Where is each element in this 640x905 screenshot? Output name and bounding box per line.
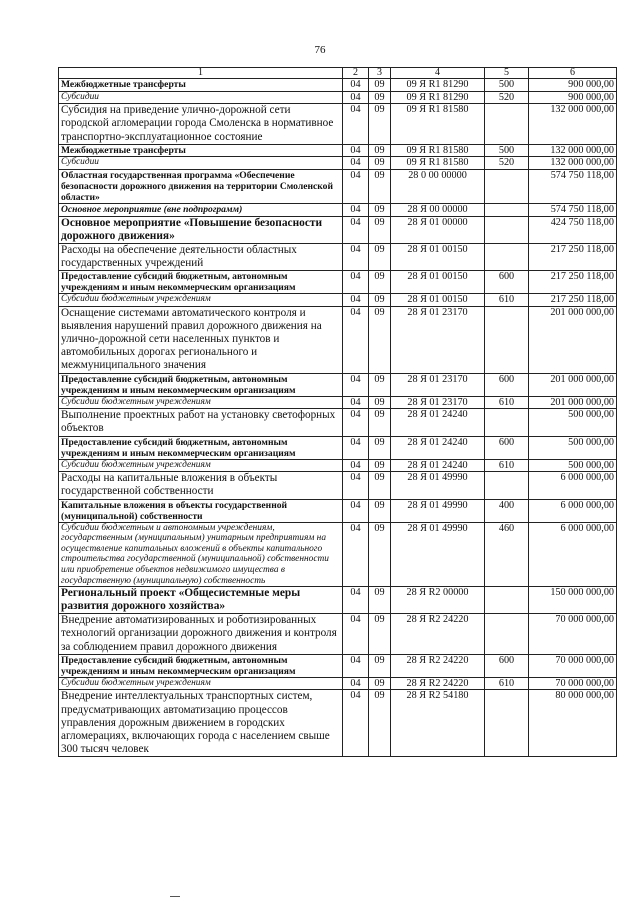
amount-cell: 6 000 000,00	[529, 472, 617, 499]
row-name-cell: Предоставление субсидий бюджетным, автономным учреждениям и иным некоммерческим организациям	[59, 654, 343, 677]
section-code-cell: 04	[343, 169, 369, 203]
row-name-cell: Субсидии	[59, 91, 343, 104]
target-article-cell: 28 Я 01 00150	[391, 293, 485, 306]
target-article-cell: 28 Я R2 24220	[391, 677, 485, 690]
table-row	[59, 169, 617, 203]
table-row	[59, 293, 617, 306]
subsection-code-cell: 09	[369, 169, 391, 203]
amount-cell: 201 000 000,00	[529, 306, 617, 373]
row-name-cell: Основное мероприятие «Повышение безопасности дорожного движения»	[59, 216, 343, 243]
expense-type-cell	[485, 587, 529, 614]
row-name-cell: Выполнение проектных работ на установку светофорных объектов	[59, 409, 343, 436]
row-name-cell: Предоставление субсидий бюджетным, автономным учреждениям и иным некоммерческим организациям	[59, 270, 343, 293]
target-article-cell: 28 Я R2 24220	[391, 654, 485, 677]
section-code-cell: 04	[343, 373, 369, 396]
table-row	[59, 396, 617, 409]
amount-cell: 70 000 000,00	[529, 614, 617, 655]
expense-type-cell: 600	[485, 436, 529, 459]
section-code-cell: 04	[343, 499, 369, 522]
amount-cell: 80 000 000,00	[529, 690, 617, 757]
table-row	[59, 373, 617, 396]
amount-cell: 217 250 118,00	[529, 270, 617, 293]
row-name-cell: Субсидии	[59, 157, 343, 170]
column-header: 6	[529, 68, 617, 79]
expense-type-cell	[485, 243, 529, 270]
subsection-code-cell: 09	[369, 203, 391, 216]
expense-type-cell	[485, 104, 529, 145]
subsection-code-cell: 09	[369, 409, 391, 436]
table-row	[59, 104, 617, 145]
amount-cell: 6 000 000,00	[529, 522, 617, 587]
section-code-cell: 04	[343, 306, 369, 373]
table-row	[59, 690, 617, 757]
amount-cell: 201 000 000,00	[529, 396, 617, 409]
section-code-cell: 04	[343, 79, 369, 92]
amount-cell: 201 000 000,00	[529, 373, 617, 396]
subsection-code-cell: 09	[369, 522, 391, 587]
target-article-cell: 28 Я R2 00000	[391, 587, 485, 614]
row-name-cell: Субсидия на приведение улично-дорожной сети городской агломерации города Смоленска в нормативное транспортно-эксплуатационное состояние	[59, 104, 343, 145]
row-name-cell: Субсидии бюджетным учреждениям	[59, 293, 343, 306]
row-name-cell: Межбюджетные трансферты	[59, 144, 343, 157]
column-header: 4	[391, 68, 485, 79]
section-code-cell: 04	[343, 157, 369, 170]
target-article-cell: 28 Я 01 23170	[391, 306, 485, 373]
subsection-code-cell: 09	[369, 587, 391, 614]
target-article-cell: 28 Я 01 23170	[391, 396, 485, 409]
row-name-cell: Субсидии бюджетным учреждениям	[59, 459, 343, 472]
target-article-cell: 09 Я R1 81290	[391, 91, 485, 104]
amount-cell: 70 000 000,00	[529, 677, 617, 690]
page-number: 76	[314, 44, 326, 56]
expense-type-cell	[485, 216, 529, 243]
subsection-code-cell: 09	[369, 216, 391, 243]
table-header-row	[59, 68, 617, 79]
scan-artifact	[170, 896, 180, 897]
amount-cell: 500 000,00	[529, 459, 617, 472]
target-article-cell: 09 Я R1 81290	[391, 79, 485, 92]
subsection-code-cell: 09	[369, 472, 391, 499]
table-row	[59, 677, 617, 690]
section-code-cell: 04	[343, 104, 369, 145]
section-code-cell: 04	[343, 472, 369, 499]
target-article-cell: 09 Я R1 81580	[391, 144, 485, 157]
amount-cell: 132 000 000,00	[529, 104, 617, 145]
column-header: 3	[369, 68, 391, 79]
table-row	[59, 157, 617, 170]
subsection-code-cell: 09	[369, 690, 391, 757]
expense-type-cell	[485, 306, 529, 373]
table-row	[59, 79, 617, 92]
section-code-cell: 04	[343, 587, 369, 614]
amount-cell: 6 000 000,00	[529, 499, 617, 522]
target-article-cell: 28 Я R2 24220	[391, 614, 485, 655]
target-article-cell: 09 Я R1 81580	[391, 157, 485, 170]
amount-cell: 574 750 118,00	[529, 169, 617, 203]
row-name-cell: Предоставление субсидий бюджетным, автономным учреждениям и иным некоммерческим организациям	[59, 436, 343, 459]
target-article-cell: 28 Я 01 49990	[391, 522, 485, 587]
subsection-code-cell: 09	[369, 373, 391, 396]
section-code-cell: 04	[343, 409, 369, 436]
row-name-cell: Расходы на обеспечение деятельности областных государственных учреждений	[59, 243, 343, 270]
amount-cell: 217 250 118,00	[529, 293, 617, 306]
subsection-code-cell: 09	[369, 270, 391, 293]
section-code-cell: 04	[343, 144, 369, 157]
target-article-cell: 28 0 00 00000	[391, 169, 485, 203]
row-name-cell: Региональный проект «Общесистемные меры развития дорожного хозяйства»	[59, 587, 343, 614]
expense-type-cell: 610	[485, 677, 529, 690]
row-name-cell: Внедрение автоматизированных и роботизированных технологий организации дорожного движения и контроля за соблюдением правил дорожного движения	[59, 614, 343, 655]
expense-type-cell	[485, 690, 529, 757]
target-article-cell: 28 Я 00 00000	[391, 203, 485, 216]
subsection-code-cell: 09	[369, 436, 391, 459]
row-name-cell: Основное мероприятие (вне подпрограмм)	[59, 203, 343, 216]
subsection-code-cell: 09	[369, 614, 391, 655]
expense-type-cell	[485, 614, 529, 655]
section-code-cell: 04	[343, 690, 369, 757]
amount-cell: 500 000,00	[529, 409, 617, 436]
target-article-cell: 28 Я R2 54180	[391, 690, 485, 757]
table-row	[59, 144, 617, 157]
section-code-cell: 04	[343, 203, 369, 216]
table-row	[59, 91, 617, 104]
column-header: 2	[343, 68, 369, 79]
expense-type-cell: 520	[485, 91, 529, 104]
expense-type-cell: 600	[485, 654, 529, 677]
expense-type-cell: 500	[485, 79, 529, 92]
row-name-cell: Субсидии бюджетным учреждениям	[59, 396, 343, 409]
section-code-cell: 04	[343, 91, 369, 104]
section-code-cell: 04	[343, 243, 369, 270]
section-code-cell: 04	[343, 459, 369, 472]
expense-type-cell: 610	[485, 293, 529, 306]
subsection-code-cell: 09	[369, 79, 391, 92]
target-article-cell: 28 Я 01 49990	[391, 472, 485, 499]
expense-type-cell: 610	[485, 459, 529, 472]
row-name-cell: Внедрение интеллектуальных транспортных систем, предусматривающих автоматизацию процессов управления дорожным движением в городских агломерациях, включающих города с населением свыше 300 тысяч человек	[59, 690, 343, 757]
expense-type-cell	[485, 169, 529, 203]
expense-type-cell	[485, 203, 529, 216]
amount-cell: 424 750 118,00	[529, 216, 617, 243]
subsection-code-cell: 09	[369, 91, 391, 104]
table-row	[59, 409, 617, 436]
section-code-cell: 04	[343, 522, 369, 587]
expense-type-cell	[485, 409, 529, 436]
column-header: 5	[485, 68, 529, 79]
table-row	[59, 270, 617, 293]
expense-type-cell: 460	[485, 522, 529, 587]
subsection-code-cell: 09	[369, 104, 391, 145]
amount-cell: 132 000 000,00	[529, 144, 617, 157]
table-row	[59, 459, 617, 472]
subsection-code-cell: 09	[369, 499, 391, 522]
expense-type-cell: 600	[485, 270, 529, 293]
subsection-code-cell: 09	[369, 293, 391, 306]
table-row	[59, 472, 617, 499]
table-row	[59, 243, 617, 270]
column-header: 1	[59, 68, 343, 79]
row-name-cell: Межбюджетные трансферты	[59, 79, 343, 92]
section-code-cell: 04	[343, 270, 369, 293]
target-article-cell: 28 Я 01 24240	[391, 459, 485, 472]
row-name-cell: Капитальные вложения в объекты государственной (муниципальной) собственности	[59, 499, 343, 522]
target-article-cell: 09 Я R1 81580	[391, 104, 485, 145]
section-code-cell: 04	[343, 654, 369, 677]
expense-type-cell: 610	[485, 396, 529, 409]
row-name-cell: Предоставление субсидий бюджетным, автономным учреждениям и иным некоммерческим организациям	[59, 373, 343, 396]
target-article-cell: 28 Я 01 24240	[391, 409, 485, 436]
target-article-cell: 28 Я 01 00150	[391, 270, 485, 293]
amount-cell: 500 000,00	[529, 436, 617, 459]
section-code-cell: 04	[343, 396, 369, 409]
amount-cell: 900 000,00	[529, 91, 617, 104]
subsection-code-cell: 09	[369, 459, 391, 472]
expense-type-cell: 500	[485, 144, 529, 157]
subsection-code-cell: 09	[369, 396, 391, 409]
target-article-cell: 28 Я 01 00150	[391, 243, 485, 270]
table-row	[59, 306, 617, 373]
subsection-code-cell: 09	[369, 677, 391, 690]
expense-type-cell	[485, 472, 529, 499]
section-code-cell: 04	[343, 614, 369, 655]
expense-type-cell: 600	[485, 373, 529, 396]
row-name-cell: Субсидии бюджетным и автономным учреждениям, государственным (муниципальным) унитарным предприятиям на осуществление капитальных вложений в объекты капитального строительства государственной (муниципальной) собственности или приобретение объектов недвижимого имущества в государственную (муниципальную) собственность	[59, 522, 343, 587]
table-row	[59, 436, 617, 459]
table-row	[59, 522, 617, 587]
target-article-cell: 28 Я 01 49990	[391, 499, 485, 522]
section-code-cell: 04	[343, 216, 369, 243]
row-name-cell: Областная государственная программа «Обеспечение безопасности дорожного движения на территории Смоленской области»	[59, 169, 343, 203]
target-article-cell: 28 Я 01 24240	[391, 436, 485, 459]
subsection-code-cell: 09	[369, 654, 391, 677]
amount-cell: 217 250 118,00	[529, 243, 617, 270]
amount-cell: 132 000 000,00	[529, 157, 617, 170]
table-row	[59, 614, 617, 655]
table-row	[59, 499, 617, 522]
expense-type-cell: 400	[485, 499, 529, 522]
target-article-cell: 28 Я 01 00000	[391, 216, 485, 243]
row-name-cell: Оснащение системами автоматического контроля и выявления нарушений правил дорожного движения на улично-дорожной сети населенных пунктов и автомобильных дорогах регионального и межмуниципального значения	[59, 306, 343, 373]
amount-cell: 150 000 000,00	[529, 587, 617, 614]
table-row	[59, 203, 617, 216]
amount-cell: 574 750 118,00	[529, 203, 617, 216]
amount-cell: 70 000 000,00	[529, 654, 617, 677]
section-code-cell: 04	[343, 436, 369, 459]
subsection-code-cell: 09	[369, 306, 391, 373]
table-row	[59, 587, 617, 614]
table-row	[59, 216, 617, 243]
section-code-cell: 04	[343, 293, 369, 306]
row-name-cell: Расходы на капитальные вложения в объекты государственной собственности	[59, 472, 343, 499]
table-row	[59, 654, 617, 677]
target-article-cell: 28 Я 01 23170	[391, 373, 485, 396]
section-code-cell: 04	[343, 677, 369, 690]
budget-table	[58, 67, 617, 757]
subsection-code-cell: 09	[369, 243, 391, 270]
expense-type-cell: 520	[485, 157, 529, 170]
amount-cell: 900 000,00	[529, 79, 617, 92]
subsection-code-cell: 09	[369, 157, 391, 170]
row-name-cell: Субсидии бюджетным учреждениям	[59, 677, 343, 690]
subsection-code-cell: 09	[369, 144, 391, 157]
